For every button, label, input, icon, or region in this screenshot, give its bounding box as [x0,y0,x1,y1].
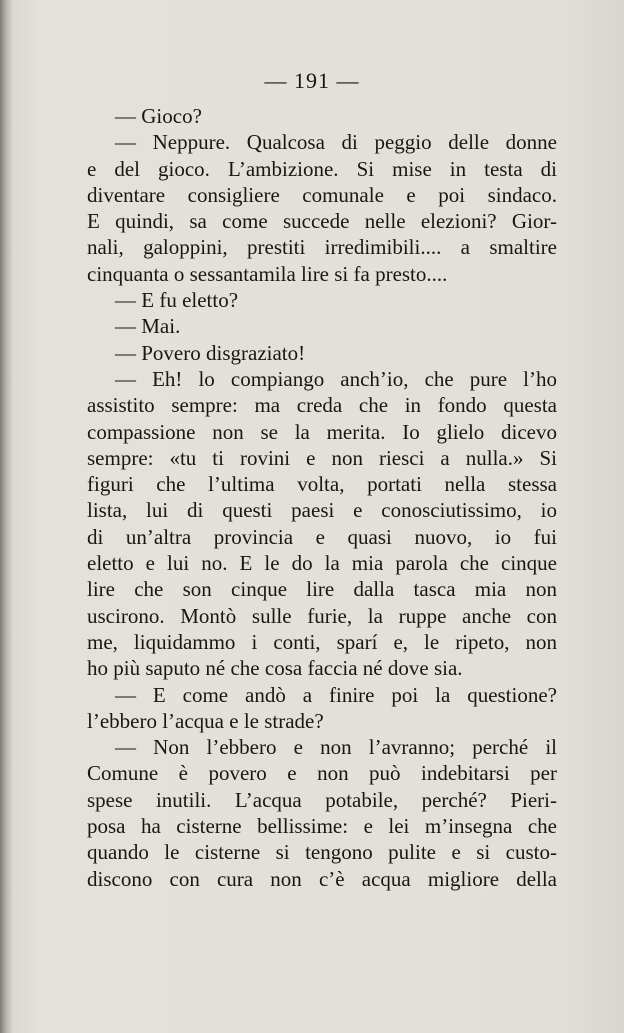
text-line: — Povero disgraziato! [115,340,306,365]
text-line: e del gioco. L’ambizione. Si mise in testa di [87,156,557,181]
text-line: l’ebbero l’acqua e le strade? [87,708,324,733]
text-line: cinquanta o sessantamila lire si fa presto.... [87,261,448,286]
text-line: — Mai. [115,314,181,339]
text-line: sempre: «tu ti rovini e non riesci a nulla.» Si [87,445,557,470]
text-line: eletto e lui no. E le do la mia parola che cinque [87,551,557,576]
text-line: — E fu eletto? [115,288,239,313]
text-line: assistito sempre: ma creda che in fondo questa [87,393,557,418]
text-line: figuri che l’ultima volta, portati nella stessa [87,472,557,497]
text-line: — E come andò a finire poi la questione? [115,682,557,707]
text-line: ho più saputo né che cosa faccia né dove sia. [87,656,463,681]
text-line: me, liquidammo i conti, sparí e, le ripeto, non [87,629,557,654]
binding-shadow [0,0,12,1033]
text-line: uscirono. Montò sulle furie, la ruppe anche con [87,603,557,628]
text-line: quando le cisterne si tengono pulite e si custo- [87,840,557,865]
text-line: compassione non se la merita. Io glielo dicevo [87,419,557,444]
text-block [87,103,557,892]
text-line: nali, galoppini, prestiti irredimibili.... a smaltire [87,235,557,260]
text-line: — Non l’ebbero e non l’avranno; perché il [115,735,557,760]
text-line: E quindi, sa come succede nelle elezioni? Gior- [87,209,557,234]
text-line: posa ha cisterne bellissime: e lei m’insegna che [87,814,557,839]
page-number: — 191 — [264,68,360,93]
text-line: — Neppure. Qualcosa di peggio delle donne [115,130,557,155]
text-line: — Gioco? [115,104,202,128]
text-line: diventare consigliere comunale e poi sindaco. [87,182,557,207]
text-line: lista, lui di questi paesi e conosciutissimo, io [87,498,557,523]
text-line: discono con cura non c’è acqua migliore della [87,866,557,891]
text-line: lire che son cinque lire dalla tasca mia non [87,577,557,602]
text-line: — Eh! lo compiango anch’io, che pure l’ho [115,366,557,391]
text-line: di un’altra provincia e quasi nuovo, io fui [87,524,557,549]
text-line: spese inutili. L’acqua potabile, perché? Pieri- [87,787,557,812]
text-line: Comune è povero e non può indebitarsi per [87,761,557,786]
